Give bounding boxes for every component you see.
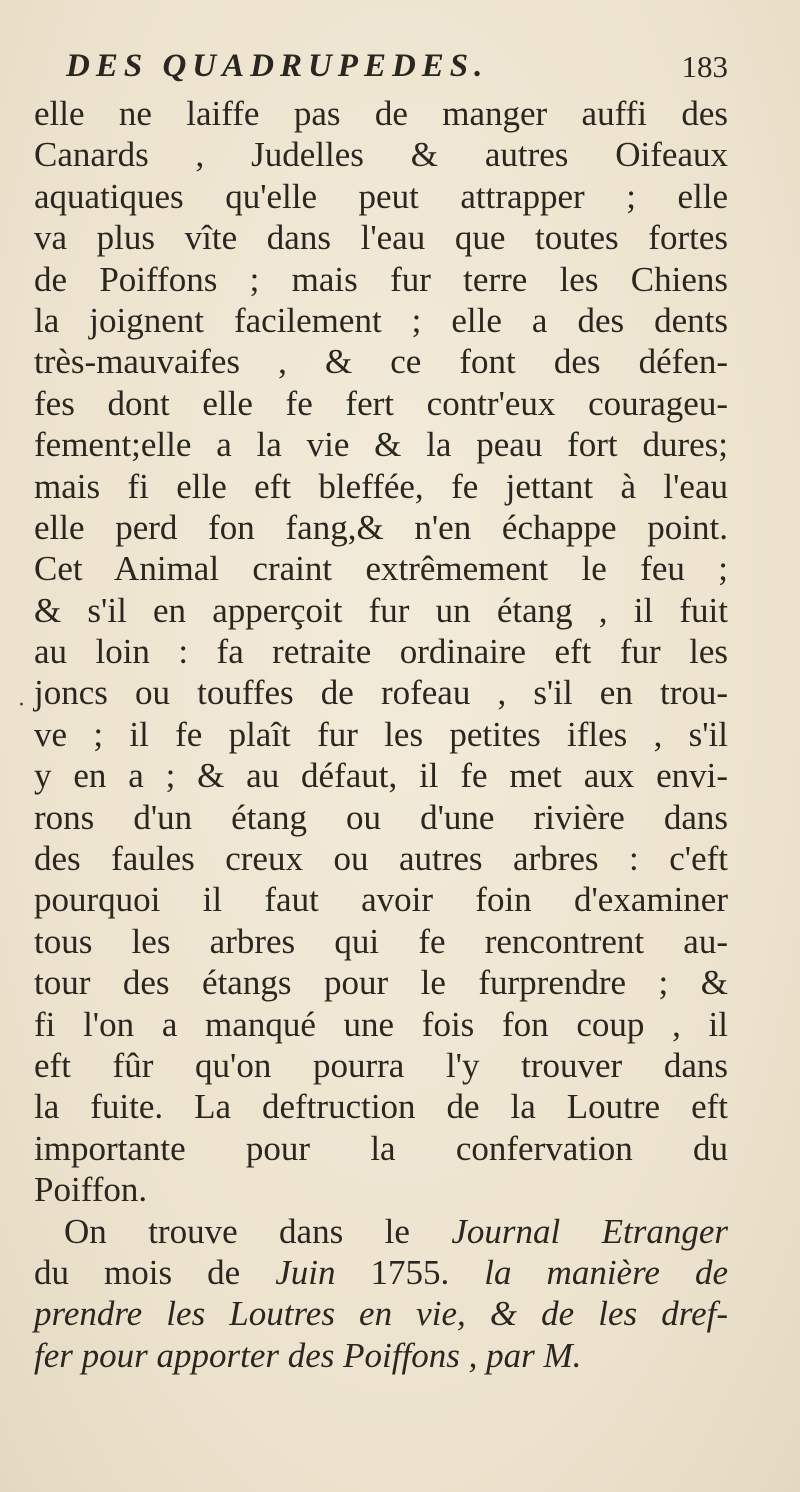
- text-line: fi l'on a manqué une fois fon coup , il: [34, 1004, 728, 1044]
- article-title-cont: prendre les Loutres en vie, & de les dref-: [34, 1294, 728, 1334]
- text-roman: du mois de: [34, 1252, 276, 1292]
- text-line: y en a ; & au défaut, il fe met aux envi-: [34, 756, 728, 796]
- text-line: tour des étangs pour le furprendre ; &: [34, 963, 728, 1003]
- text-line: mais fi elle eft bleffée, fe jettant à l'eau: [34, 466, 728, 506]
- text-line: fes dont elle fe fert contr'eux courageu-: [34, 383, 728, 423]
- text-line: la joignent facilement ; elle a des dents: [34, 300, 728, 340]
- text-line: elle ne laiffe pas de manger auffi des: [34, 94, 728, 133]
- text-line: Poiffon.: [34, 1170, 148, 1210]
- text-line: importante pour la confervation du: [34, 1128, 728, 1168]
- text-line: aquatiques qu'elle peut attrapper ; elle: [34, 176, 728, 216]
- journal-title: Journal Etranger: [451, 1211, 728, 1251]
- text-roman: On trouve dans le: [64, 1211, 452, 1251]
- page-header: [66, 48, 728, 88]
- text-line: ve ; il fe plaît fur les petites ifles , s'il: [34, 714, 728, 754]
- text-line: [34, 1293, 728, 1334]
- text-line: Canards , Judelles & autres Oifeaux: [34, 135, 728, 175]
- article-title-start: la manière de: [484, 1252, 728, 1292]
- text-line: la fuite. La deftruction de la Loutre eft: [34, 1087, 728, 1127]
- text-line: rons d'un étang ou d'une rivière dans: [34, 797, 728, 837]
- running-head: DES QUADRUPEDES.: [66, 48, 489, 84]
- text-line: elle perd fon fang,& n'en échappe point.: [34, 507, 728, 547]
- year-text: 1755.: [335, 1252, 485, 1292]
- text-line: [34, 1211, 728, 1252]
- text-line: des faules creux ou autres arbres : c'eft: [34, 839, 728, 879]
- text-line: [34, 1335, 728, 1376]
- text-line: de Poiffons ; mais fur terre les Chiens: [34, 259, 728, 299]
- month-name: Juin: [275, 1252, 336, 1292]
- page-number: 183: [681, 49, 728, 84]
- text-line: joncs ou touffes de rofeau , s'il en trou-: [34, 673, 728, 713]
- paragraph-1: [34, 93, 728, 1211]
- text-line: tous les arbres qui fe rencontrent au-: [34, 921, 728, 961]
- text-line: Cet Animal craint extrêmement le feu ;: [34, 549, 728, 589]
- text-line: au loin : fa retraite ordinaire eft fur les: [34, 632, 728, 672]
- body-text: [34, 93, 728, 1376]
- text-line: fement;elle a la vie & la peau fort dures;: [34, 425, 728, 465]
- text-line: & s'il en apperçoit fur un étang , il fuit: [34, 590, 728, 630]
- margin-mark: ·: [18, 693, 25, 718]
- paragraph-2: [34, 1211, 728, 1377]
- text-line: pourquoi il faut avoir foin d'examiner: [34, 880, 728, 920]
- text-line: très-mauvaifes , & ce font des défen-: [34, 342, 728, 382]
- text-line: va plus vîte dans l'eau que toutes fortes: [34, 218, 728, 258]
- text-line: [34, 1252, 728, 1293]
- text-line: eft fûr qu'on pourra l'y trouver dans: [34, 1045, 728, 1085]
- article-title-end: fer pour apporter des Poiffons , par M.: [34, 1335, 582, 1375]
